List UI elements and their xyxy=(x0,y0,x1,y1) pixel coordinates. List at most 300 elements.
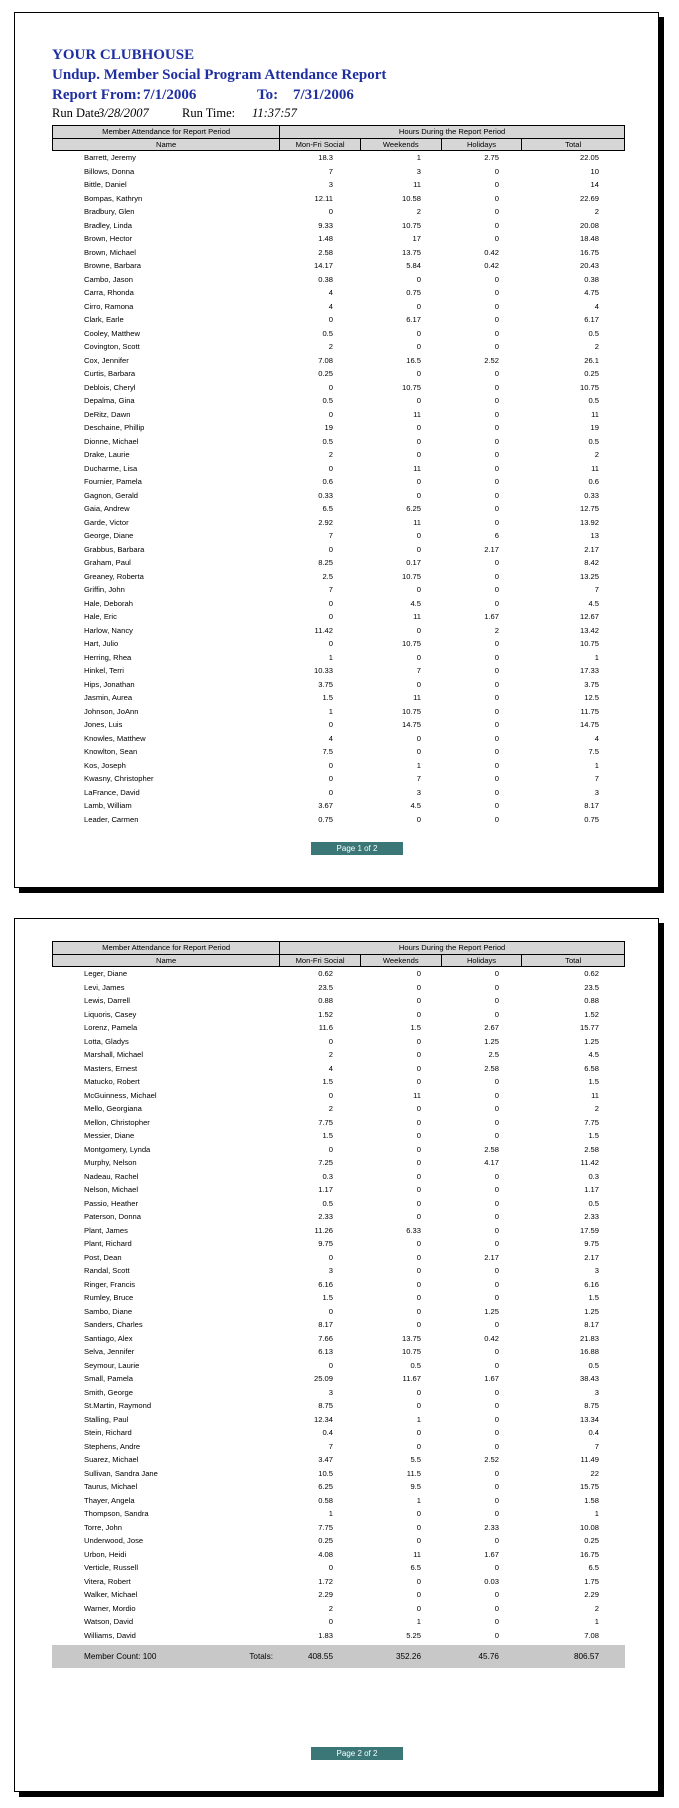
member-name: Nelson, Michael xyxy=(84,1185,139,1194)
member-count-label: Member Count: xyxy=(84,1652,141,1661)
member-name: Torre, John xyxy=(84,1522,122,1532)
total-hours: 2.29 xyxy=(584,1590,599,1599)
mon-fri-hours: 1.52 xyxy=(318,1009,333,1019)
run-time: 11:37:57 xyxy=(252,106,297,120)
holiday-hours: 0 xyxy=(494,1212,499,1221)
total-hours: 26.1 xyxy=(584,355,599,365)
mon-fri-hours: 0 xyxy=(328,720,333,729)
page-indicator: Page 1 of 2 xyxy=(311,842,403,855)
total-hours: 11 xyxy=(591,409,599,419)
mon-fri-hours: 4 xyxy=(328,288,333,297)
table-row xyxy=(52,1629,625,1643)
mon-fri-hours: 6.16 xyxy=(318,1279,333,1289)
weekend-hours: 0 xyxy=(416,1428,421,1437)
total-hours: 7 xyxy=(594,774,599,783)
weekend-hours: 11 xyxy=(413,612,421,621)
mon-fri-hours: 1 xyxy=(328,706,333,716)
table-row xyxy=(52,1224,625,1238)
table-row xyxy=(52,1305,625,1319)
holiday-hours: 0 xyxy=(494,504,499,513)
holiday-hours: 2.5 xyxy=(488,1050,499,1059)
member-name: Walker, Michael xyxy=(84,1590,138,1599)
weekend-hours: 17 xyxy=(412,234,421,243)
col-header-holidays: Holidays xyxy=(441,139,522,150)
table-row xyxy=(52,570,625,584)
run-info xyxy=(52,106,452,124)
total-hours: 12.75 xyxy=(579,504,599,513)
total-hours: 2.17 xyxy=(584,544,599,554)
mon-fri-hours: 0 xyxy=(328,463,333,473)
total-hours: 14 xyxy=(590,180,599,189)
table-row xyxy=(52,1102,625,1116)
holiday-hours: 1.25 xyxy=(484,1036,499,1046)
total-hours: 1 xyxy=(594,1617,599,1626)
mon-fri-hours: 7.66 xyxy=(318,1333,333,1343)
weekend-hours: 0 xyxy=(416,679,421,689)
group-header-member: Member Attendance for Report Period xyxy=(102,943,231,952)
holiday-hours: 0 xyxy=(494,409,499,419)
total-hours: 3 xyxy=(594,787,599,797)
col-header-name: Name xyxy=(155,956,177,965)
weekend-hours: 13.75 xyxy=(401,1333,421,1343)
table-row xyxy=(52,205,625,219)
table-row xyxy=(52,1170,625,1184)
member-name: Bradbury, Glen xyxy=(84,207,135,216)
col-header-mon-fri: Mon-Fri Social xyxy=(279,955,360,966)
member-name: Lewis, Darrell xyxy=(84,996,130,1005)
holiday-hours: 4.17 xyxy=(484,1158,499,1167)
total-hours: 0.4 xyxy=(588,1428,599,1437)
mon-fri-hours: 19 xyxy=(324,423,333,432)
mon-fri-hours: 6.13 xyxy=(318,1347,333,1356)
mon-fri-hours: 7.5 xyxy=(322,747,333,756)
mon-fri-hours: 6.5 xyxy=(322,504,333,513)
table-row xyxy=(52,232,625,246)
holiday-hours: 0 xyxy=(494,369,499,378)
weekend-hours: 0 xyxy=(416,1509,421,1518)
mon-fri-hours: 7 xyxy=(328,166,333,176)
member-name: Jones, Luis xyxy=(84,720,123,729)
mon-fri-hours: 8.75 xyxy=(318,1401,333,1410)
total-hours: 17.59 xyxy=(579,1225,599,1235)
holiday-hours: 0 xyxy=(494,1185,499,1194)
mon-fri-hours: 0 xyxy=(328,598,333,608)
holiday-hours: 0 xyxy=(494,1090,499,1100)
table-row xyxy=(52,1278,625,1292)
mon-fri-hours: 9.33 xyxy=(318,220,333,230)
member-name: Kwasny, Christopher xyxy=(84,774,154,783)
holiday-hours: 0 xyxy=(494,969,499,978)
table-row xyxy=(52,1507,625,1521)
table-row xyxy=(52,1548,625,1562)
weekend-hours: 16.5 xyxy=(406,355,421,365)
mon-fri-hours: 2.29 xyxy=(318,1590,333,1599)
holiday-hours: 0 xyxy=(494,477,499,486)
holiday-hours: 0 xyxy=(494,801,499,810)
col-header-mon-fri: Mon-Fri Social xyxy=(279,139,360,150)
holiday-hours: 0 xyxy=(494,1077,499,1086)
member-name: Bompas, Kathryn xyxy=(84,193,143,203)
table-body xyxy=(52,151,625,826)
member-name: Cirro, Ramona xyxy=(84,301,134,311)
holiday-hours: 0 xyxy=(494,490,499,500)
weekend-hours: 0 xyxy=(416,544,421,554)
total-hours: 9.75 xyxy=(584,1239,599,1248)
holiday-hours: 0 xyxy=(494,652,499,662)
mon-fri-hours: 0 xyxy=(328,544,333,554)
holiday-hours: 0 xyxy=(494,733,499,743)
totals-row xyxy=(52,1645,625,1668)
member-name: Post, Dean xyxy=(84,1252,122,1262)
total-hours: 2.58 xyxy=(584,1144,599,1154)
table-row xyxy=(52,1291,625,1305)
weekend-hours: 11 xyxy=(413,1090,421,1100)
mon-fri-hours: 0 xyxy=(328,1144,333,1154)
table-row xyxy=(52,624,625,638)
table-row xyxy=(52,1602,625,1616)
table-row xyxy=(52,583,625,597)
holiday-hours: 0 xyxy=(494,1266,499,1275)
table-group-header xyxy=(52,125,625,138)
total-hours: 1.17 xyxy=(584,1185,599,1194)
total-hours: 1.25 xyxy=(584,1306,599,1316)
table-row xyxy=(52,273,625,287)
weekend-hours: 0 xyxy=(416,342,421,351)
weekend-hours: 0 xyxy=(416,1050,421,1059)
mon-fri-hours: 2.5 xyxy=(322,571,333,581)
member-name: Sanders, Charles xyxy=(84,1320,143,1329)
mon-fri-hours: 0.25 xyxy=(318,369,333,378)
total-hours: 20.08 xyxy=(579,220,599,230)
member-name: Selva, Jennifer xyxy=(84,1347,135,1356)
holiday-hours: 0 xyxy=(494,193,499,203)
weekend-hours: 1 xyxy=(416,153,421,162)
mon-fri-hours: 2.92 xyxy=(318,517,333,527)
weekend-hours: 0 xyxy=(416,996,421,1005)
table-row xyxy=(52,313,625,327)
member-name: Stein, Richard xyxy=(84,1428,132,1437)
mon-fri-hours: 7.25 xyxy=(318,1158,333,1167)
total-hours: 0.3 xyxy=(588,1171,599,1181)
member-name: Murphy, Nelson xyxy=(84,1158,137,1167)
weekend-hours: 11 xyxy=(413,1549,421,1559)
total-holidays: 45.76 xyxy=(478,1652,499,1661)
weekend-hours: 0 xyxy=(416,747,421,756)
weekend-hours: 0 xyxy=(416,1576,421,1586)
table-row xyxy=(52,610,625,624)
holiday-hours: 0 xyxy=(494,342,499,351)
total-hours: 0.5 xyxy=(588,436,599,446)
weekend-hours: 0 xyxy=(416,1441,421,1451)
table-row xyxy=(52,1035,625,1049)
table-column-header xyxy=(52,954,625,967)
table-row xyxy=(52,556,625,570)
total-hours: 10.08 xyxy=(579,1522,599,1532)
member-name: Sullivan, Sandra Jane xyxy=(84,1468,158,1478)
run-date-label: Run Date xyxy=(52,106,100,120)
attendance-table xyxy=(52,941,625,1668)
mon-fri-hours: 1.17 xyxy=(318,1185,333,1194)
mon-fri-hours: 0 xyxy=(328,760,333,770)
total-weekends: 352.26 xyxy=(395,1652,421,1661)
holiday-hours: 0 xyxy=(494,423,499,432)
weekend-hours: 2 xyxy=(416,207,421,216)
table-row xyxy=(52,1453,625,1467)
member-name: Lamb, William xyxy=(84,801,132,810)
table-row xyxy=(52,1359,625,1373)
mon-fri-hours: 2 xyxy=(328,1603,333,1613)
member-name: Gagnon, Gerald xyxy=(84,490,139,500)
table-row xyxy=(52,462,625,476)
holiday-hours: 0 xyxy=(494,747,499,756)
weekend-hours: 10.75 xyxy=(401,220,421,230)
table-row xyxy=(52,1440,625,1454)
report-period xyxy=(52,85,452,105)
table-row xyxy=(52,1075,625,1089)
weekend-hours: 0.75 xyxy=(406,288,421,297)
mon-fri-hours: 0 xyxy=(328,639,333,648)
mon-fri-hours: 0.5 xyxy=(322,328,333,338)
mon-fri-hours: 7.08 xyxy=(318,355,333,365)
holiday-hours: 0 xyxy=(494,180,499,189)
mon-fri-hours: 3.47 xyxy=(318,1455,333,1464)
table-row xyxy=(52,759,625,773)
mon-fri-hours: 7 xyxy=(328,1441,333,1451)
member-name: Grabbus, Barbara xyxy=(84,544,145,554)
member-name: Lorenz, Pamela xyxy=(84,1023,138,1032)
holiday-hours: 0 xyxy=(494,463,499,473)
mon-fri-hours: 0 xyxy=(328,1617,333,1626)
weekend-hours: 11 xyxy=(413,409,421,419)
mon-fri-hours: 7 xyxy=(328,531,333,540)
mon-fri-hours: 4 xyxy=(328,301,333,311)
holiday-hours: 0 xyxy=(494,996,499,1005)
table-row xyxy=(52,529,625,543)
table-row xyxy=(52,1183,625,1197)
member-name: Smith, George xyxy=(84,1387,133,1397)
member-name: Knowlton, Sean xyxy=(84,747,138,756)
member-name: Cox, Jennifer xyxy=(84,355,129,365)
table-row xyxy=(52,516,625,530)
total-mon-fri: 408.55 xyxy=(307,1652,333,1661)
weekend-hours: 0 xyxy=(416,969,421,978)
table-row xyxy=(52,381,625,395)
table-row xyxy=(52,1143,625,1157)
holiday-hours: 0.03 xyxy=(484,1576,499,1586)
table-row xyxy=(52,1345,625,1359)
table-row xyxy=(52,367,625,381)
member-name: Randal, Scott xyxy=(84,1266,130,1275)
member-name: Carra, Rhonda xyxy=(84,288,134,297)
member-name: Seymour, Laurie xyxy=(84,1360,140,1370)
member-name: Covington, Scott xyxy=(84,342,140,351)
holiday-hours: 0 xyxy=(494,598,499,608)
weekend-hours: 0 xyxy=(416,585,421,594)
holiday-hours: 0 xyxy=(494,1239,499,1248)
weekend-hours: 0 xyxy=(416,1590,421,1599)
holiday-hours: 0 xyxy=(494,517,499,527)
total-hours: 11 xyxy=(591,463,599,473)
table-row xyxy=(52,1561,625,1575)
table-row xyxy=(52,435,625,449)
mon-fri-hours: 2.58 xyxy=(318,247,333,257)
member-name: Mello, Georgiana xyxy=(84,1104,142,1113)
weekend-hours: 10.75 xyxy=(401,639,421,648)
holiday-hours: 0 xyxy=(494,693,499,702)
holiday-hours: 0 xyxy=(494,220,499,230)
table-row xyxy=(52,1116,625,1130)
holiday-hours: 0 xyxy=(494,301,499,311)
report-header xyxy=(52,45,452,124)
table-row xyxy=(52,994,625,1008)
member-name: Small, Pamela xyxy=(84,1374,133,1383)
total-hours: 0.38 xyxy=(584,274,599,284)
holiday-hours: 2.58 xyxy=(484,1144,499,1154)
holiday-hours: 0 xyxy=(494,558,499,567)
total-hours: 10.75 xyxy=(579,382,599,392)
attendance-table xyxy=(52,125,625,826)
member-name: Drake, Laurie xyxy=(84,450,130,459)
weekend-hours: 0 xyxy=(416,1522,421,1532)
member-name: Graham, Paul xyxy=(84,558,131,567)
member-name: Stalling, Paul xyxy=(84,1414,129,1424)
member-name: Plant, James xyxy=(84,1225,128,1235)
holiday-hours: 0 xyxy=(494,679,499,689)
total-hours: 4 xyxy=(594,301,599,311)
member-name: Plant, Richard xyxy=(84,1239,132,1248)
table-row xyxy=(52,705,625,719)
col-header-weekends: Weekends xyxy=(360,139,441,150)
total-hours: 1.5 xyxy=(588,1131,599,1140)
table-row xyxy=(52,1615,625,1629)
holiday-hours: 0 xyxy=(494,760,499,770)
mon-fri-hours: 0.58 xyxy=(318,1495,333,1505)
weekend-hours: 0 xyxy=(416,1212,421,1221)
mon-fri-hours: 0 xyxy=(328,382,333,392)
mon-fri-hours: 4 xyxy=(328,733,333,743)
holiday-hours: 0 xyxy=(494,1360,499,1370)
weekend-hours: 0 xyxy=(416,1158,421,1167)
mon-fri-hours: 12.11 xyxy=(314,193,333,203)
member-name: Watson, David xyxy=(84,1617,134,1626)
mon-fri-hours: 2 xyxy=(328,1104,333,1113)
member-name: Sambo, Diane xyxy=(84,1306,133,1316)
total-hours: 7 xyxy=(594,585,599,594)
holiday-hours: 0 xyxy=(494,1104,499,1113)
holiday-hours: 0 xyxy=(494,571,499,581)
weekend-hours: 9.5 xyxy=(410,1482,421,1491)
weekend-hours: 0.5 xyxy=(410,1360,421,1370)
weekend-hours: 7 xyxy=(416,666,421,675)
holiday-hours: 0 xyxy=(494,1590,499,1599)
table-row xyxy=(52,1129,625,1143)
weekend-hours: 11 xyxy=(413,180,421,189)
member-name: Verticle, Russell xyxy=(84,1563,139,1572)
table-row xyxy=(52,1318,625,1332)
holiday-hours: 0 xyxy=(494,1414,499,1424)
total-hours: 1 xyxy=(594,1509,599,1518)
table-row xyxy=(52,772,625,786)
total-hours: 13.92 xyxy=(579,517,599,527)
holiday-hours: 2.17 xyxy=(484,544,499,554)
table-row xyxy=(52,1521,625,1535)
table-row xyxy=(52,1534,625,1548)
member-name: Brown, Michael xyxy=(84,247,136,257)
mon-fri-hours: 0 xyxy=(328,1360,333,1370)
total-hours: 8.17 xyxy=(584,801,599,810)
member-name: Curtis, Barbara xyxy=(84,369,136,378)
holiday-hours: 0.42 xyxy=(484,247,499,257)
member-name: Clark, Earle xyxy=(84,315,124,324)
member-name: Thompson, Sandra xyxy=(84,1509,149,1518)
holiday-hours: 0 xyxy=(494,328,499,338)
table-row xyxy=(52,219,625,233)
total-hours: 6.58 xyxy=(584,1063,599,1073)
member-name: Williams, David xyxy=(84,1630,136,1640)
total-hours: 13.42 xyxy=(579,625,599,635)
total-hours: 0.5 xyxy=(588,328,599,338)
member-name: St.Martin, Raymond xyxy=(84,1401,152,1410)
holiday-hours: 2.58 xyxy=(484,1063,499,1073)
holiday-hours: 0 xyxy=(494,1117,499,1127)
member-name: Messier, Diane xyxy=(84,1131,135,1140)
totals-label: Totals: xyxy=(249,1652,273,1661)
weekend-hours: 0 xyxy=(416,733,421,743)
report-from-date: 7/1/2006 xyxy=(143,87,197,103)
weekend-hours: 0 xyxy=(416,423,421,432)
mon-fri-hours: 9.75 xyxy=(318,1239,333,1248)
member-name: Herring, Rhea xyxy=(84,652,132,662)
member-name: Harlow, Nancy xyxy=(84,625,133,635)
weekend-hours: 0 xyxy=(416,625,421,635)
table-row xyxy=(52,165,625,179)
member-name: Gaia, Andrew xyxy=(84,504,130,513)
total-hours: 1.5 xyxy=(588,1077,599,1086)
weekend-hours: 0.17 xyxy=(406,558,421,567)
weekend-hours: 11.67 xyxy=(402,1374,421,1383)
total-hours: 8.42 xyxy=(584,558,599,567)
weekend-hours: 0 xyxy=(416,477,421,486)
mon-fri-hours: 0.4 xyxy=(322,1428,333,1437)
holiday-hours: 0 xyxy=(494,274,499,284)
weekend-hours: 0 xyxy=(416,1144,421,1154)
holiday-hours: 2.67 xyxy=(484,1023,499,1032)
total-hours: 21.83 xyxy=(579,1333,599,1343)
table-row xyxy=(52,1062,625,1076)
total-hours: 7.75 xyxy=(584,1117,599,1127)
total-hours: 8.75 xyxy=(584,1401,599,1410)
member-name: Leger, Diane xyxy=(84,969,128,978)
table-row xyxy=(52,489,625,503)
holiday-hours: 2.17 xyxy=(484,1252,499,1262)
holiday-hours: 0 xyxy=(494,1536,499,1545)
member-name: Johnson, JoAnn xyxy=(84,706,139,716)
holiday-hours: 6 xyxy=(494,531,499,540)
page-indicator: Page 2 of 2 xyxy=(311,1747,403,1760)
mon-fri-hours: 1.5 xyxy=(322,693,333,702)
member-name: Ducharme, Lisa xyxy=(84,463,138,473)
weekend-hours: 1 xyxy=(416,760,421,770)
table-row xyxy=(52,1386,625,1400)
total-hours: 22.69 xyxy=(579,193,599,203)
weekend-hours: 0 xyxy=(416,1117,421,1127)
weekend-hours: 1.5 xyxy=(410,1023,421,1032)
member-name: Santiago, Alex xyxy=(84,1333,133,1343)
total-hours: 11.75 xyxy=(580,706,599,716)
holiday-hours: 0 xyxy=(494,814,499,824)
mon-fri-hours: 3.75 xyxy=(318,679,333,689)
holiday-hours: 0 xyxy=(494,1603,499,1613)
